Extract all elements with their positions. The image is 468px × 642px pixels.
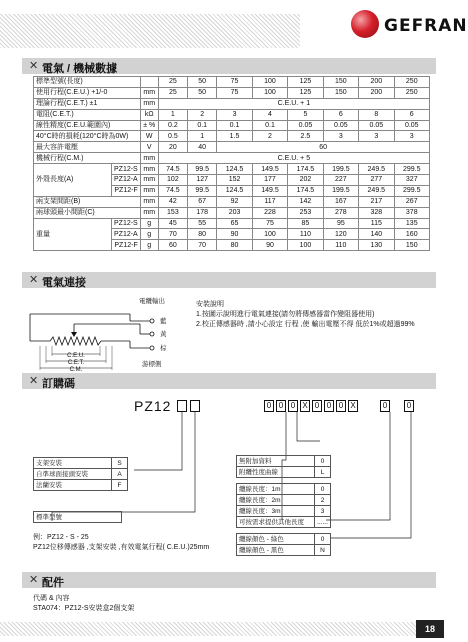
spec-unit: g	[140, 240, 158, 251]
spec-value: 2.5	[288, 131, 323, 142]
spec-value: 74.5	[158, 164, 187, 175]
spec-value: 124.5	[217, 185, 252, 196]
option-code: L	[315, 467, 331, 478]
option-label: 纜線長度：3m	[237, 506, 315, 517]
option-label: 纜線顏色 - 綠色	[237, 534, 315, 545]
option-row	[237, 484, 331, 495]
option-code: 0	[315, 484, 331, 495]
spec-value: 5	[288, 109, 323, 120]
spec-value: 328	[359, 207, 394, 218]
spec-value: 75	[217, 87, 252, 98]
option-code: F	[112, 480, 128, 491]
spec-value: 99.5	[188, 164, 217, 175]
spec-value: 0.5	[158, 131, 187, 142]
spec-value: 80	[217, 240, 252, 251]
spec-value: 140	[359, 229, 394, 240]
spec-value: 99.5	[188, 185, 217, 196]
spec-value: 217	[359, 196, 394, 207]
option-label: 纜線長度：2m	[237, 495, 315, 506]
option-code: 3	[315, 506, 331, 517]
spec-value: 6	[394, 109, 429, 120]
spec-value: 378	[394, 207, 429, 218]
spec-sub-model: PZ12-A	[112, 229, 141, 240]
dim-ceu-label: C.E.U.	[67, 353, 85, 359]
spec-value: 124.5	[217, 164, 252, 175]
dim-cet-label: C.E.T.	[67, 360, 85, 366]
order-code-box: 0	[288, 400, 298, 412]
spec-label: 電阻(C.E.T.)	[34, 109, 141, 120]
spec-value: 249.5	[359, 164, 394, 175]
spec-value: 45	[158, 218, 187, 229]
option-row	[34, 469, 128, 480]
spec-label: 機械行程(C.M.)	[34, 153, 141, 164]
option-row	[237, 517, 331, 528]
install-notes-title: 安裝說明	[196, 301, 224, 308]
spec-unit: ± %	[140, 120, 158, 131]
spec-value: 55	[188, 218, 217, 229]
spec-value: 60	[158, 240, 187, 251]
option-row	[237, 534, 331, 545]
spec-value: 227	[323, 175, 358, 186]
spec-value: 142	[288, 196, 323, 207]
spec-value: 50	[188, 87, 217, 98]
order-code-box: 0	[336, 400, 346, 412]
wire-color-blue: 藍	[160, 317, 167, 325]
spec-value: 115	[359, 218, 394, 229]
spec-value: 0.05	[359, 120, 394, 131]
mount-options-table	[33, 457, 128, 491]
accessories-text	[33, 594, 134, 614]
spec-value: 249.5	[359, 185, 394, 196]
spec-label: 兩球頭最小間距(C)	[34, 207, 141, 218]
section-title-accessories: 配件	[42, 577, 64, 589]
spec-value: 199.5	[323, 185, 358, 196]
spec-value: 75	[252, 218, 287, 229]
spec-value: 4	[252, 109, 287, 120]
spec-value: 110	[323, 240, 358, 251]
spec-value: 0.05	[323, 120, 358, 131]
spec-value: 299.5	[394, 164, 429, 175]
spec-value: 135	[394, 218, 429, 229]
order-code-box: 0	[404, 400, 414, 412]
spec-value: 267	[394, 196, 429, 207]
cable-options-table	[236, 455, 331, 478]
spec-value: 199.5	[323, 164, 358, 175]
cable-output-label: 電纜輸出	[139, 297, 165, 305]
spec-label: 40°C時的損耗(120°C時為0W)	[34, 131, 141, 142]
spec-value: 90	[252, 240, 287, 251]
spec-value: 67	[188, 196, 217, 207]
spec-value: 327	[394, 175, 429, 186]
spec-unit: g	[140, 229, 158, 240]
spec-unit: mm	[140, 196, 158, 207]
spec-value: 40	[188, 142, 217, 153]
spec-value: 177	[252, 175, 287, 186]
spec-value: 2	[188, 109, 217, 120]
spec-value: 70	[188, 240, 217, 251]
brand-name: GEFRAN	[384, 16, 468, 36]
spec-value: 3	[359, 131, 394, 142]
section-x-icon: ✕	[29, 375, 39, 387]
spec-value: 0.05	[288, 120, 323, 131]
spec-value: 100	[252, 229, 287, 240]
option-row	[237, 456, 331, 467]
spec-value: 25	[158, 77, 187, 88]
spec-value: 200	[359, 87, 394, 98]
model-label-table	[33, 511, 122, 523]
spec-unit: mm	[140, 207, 158, 218]
option-code: N	[315, 545, 331, 556]
spec-label: 兩支架間距(B)	[34, 196, 141, 207]
option-row	[237, 467, 331, 478]
spec-unit: mm	[140, 164, 158, 175]
spec-unit: V	[140, 142, 158, 153]
wire-color-brown: 棕	[160, 344, 167, 352]
spec-value: 152	[217, 175, 252, 186]
spec-span-value: C.E.U. + 5	[158, 153, 429, 164]
order-code-box: X	[348, 400, 358, 412]
option-code: 2	[315, 495, 331, 506]
spec-value: 102	[158, 175, 187, 186]
spec-value: 250	[394, 87, 429, 98]
spec-value: 150	[323, 77, 358, 88]
spec-value: 65	[217, 218, 252, 229]
spec-value: 42	[158, 196, 187, 207]
option-code: A	[112, 469, 128, 480]
spec-unit: mm	[140, 87, 158, 98]
spec-value: 150	[394, 240, 429, 251]
spec-value: 125	[288, 87, 323, 98]
spec-value: 90	[217, 229, 252, 240]
spec-unit: mm	[140, 98, 158, 109]
spec-value: 130	[359, 240, 394, 251]
spec-span-value: C.E.U. + 1	[158, 98, 429, 109]
spec-value: 149.5	[252, 164, 287, 175]
spec-value: 75	[217, 77, 252, 88]
spec-value: 20	[158, 142, 187, 153]
footer-stripes	[0, 622, 416, 636]
option-label: 附纜性度曲線	[237, 467, 315, 478]
install-note-1: 1.按圖示說明進行電氣連接(請勿將傳感器當作變阻器使用)	[196, 311, 375, 318]
accessories-line-2: STA074：PZ12-S安裝盒2個支架	[33, 605, 135, 612]
spec-label: 使用行程(C.E.U.) +1/-0	[34, 87, 141, 98]
spec-value: 85	[288, 218, 323, 229]
section-x-icon: ✕	[29, 60, 39, 72]
spec-value: 202	[288, 175, 323, 186]
dim-cm-label: C.M.	[69, 367, 83, 373]
order-code-box: X	[300, 400, 310, 412]
section-bar-accessories	[22, 572, 436, 588]
option-row	[237, 545, 331, 556]
spec-value: 277	[359, 175, 394, 186]
order-code-box: 0	[264, 400, 274, 412]
spec-value: 50	[188, 77, 217, 88]
spec-value: 250	[394, 77, 429, 88]
spec-sub-model: PZ12-S	[112, 218, 141, 229]
spec-value: 299.5	[394, 185, 429, 196]
order-model-name: PZ12	[134, 398, 172, 414]
spec-value: 174.5	[288, 164, 323, 175]
spec-value: 95	[323, 218, 358, 229]
spec-label: 外殼長度(A)	[34, 164, 112, 197]
spec-unit: W	[140, 131, 158, 142]
spec-value: 3	[217, 109, 252, 120]
option-row	[34, 480, 128, 491]
page-number: 18	[416, 620, 444, 638]
accessories-line-1: 代碼 & 內容	[33, 595, 70, 602]
spec-label: 重量	[34, 218, 112, 251]
wire-color-yellow: 黃	[160, 330, 167, 338]
option-row	[34, 458, 128, 469]
option-row	[237, 495, 331, 506]
order-code-box: 0	[324, 400, 334, 412]
spec-value: 100	[288, 240, 323, 251]
option-label: 無附加資料	[237, 456, 315, 467]
section-x-icon: ✕	[29, 274, 39, 286]
spec-value: 278	[323, 207, 358, 218]
spec-value: 1.5	[217, 131, 252, 142]
spec-value: 200	[359, 77, 394, 88]
option-label: 纜線長度：1m	[237, 484, 315, 495]
spec-sub-model: PZ12-F	[112, 185, 141, 196]
spec-unit: mm	[140, 175, 158, 186]
spec-value: 167	[323, 196, 358, 207]
cursor-side-label: 游標側	[142, 360, 162, 368]
spec-value: 174.5	[288, 185, 323, 196]
spec-value: 203	[217, 207, 252, 218]
section-title-wiring: 電氣連接	[42, 277, 86, 289]
spec-sub-model: PZ12-F	[112, 240, 141, 251]
spec-value: 3	[323, 131, 358, 142]
spec-label: 標準型號(長度)	[34, 77, 141, 88]
spec-value: 74.5	[158, 185, 187, 196]
spec-value: 150	[323, 87, 358, 98]
spec-value: 6	[323, 109, 358, 120]
option-label: 自準球面接頭安裝	[34, 469, 112, 480]
spec-value: 0.1	[252, 120, 287, 131]
spec-label: 最大容許電壓	[34, 142, 141, 153]
model-label: 標準型號	[34, 512, 122, 523]
order-code-box: 0	[276, 400, 286, 412]
spec-value: 0.1	[188, 120, 217, 131]
spec-unit: mm	[140, 185, 158, 196]
spec-value: 1	[158, 109, 187, 120]
spec-value: 0.1	[217, 120, 252, 131]
option-code: ......	[315, 517, 331, 528]
spec-value: 117	[252, 196, 287, 207]
spec-value: 149.5	[252, 185, 287, 196]
spec-value: 178	[188, 207, 217, 218]
section-x-icon: ✕	[29, 574, 39, 586]
spec-value: 228	[252, 207, 287, 218]
order-example-line-2: PZ12位移傳感器 ,支架安裝 ,有效電氣行程( C.E.U.)25mm	[33, 544, 210, 551]
length-options-table	[236, 483, 331, 528]
spec-value: 110	[288, 229, 323, 240]
option-label: 纜線顏色 - 黑色	[237, 545, 315, 556]
spec-label: 理論行程(C.E.T.) ±1	[34, 98, 141, 109]
spec-value: 0.2	[158, 120, 187, 131]
order-code-box: 0	[380, 400, 390, 412]
spec-value: 8	[359, 109, 394, 120]
spec-sub-model: PZ12-S	[112, 164, 141, 175]
spec-value: 80	[188, 229, 217, 240]
spec-value: 125	[288, 77, 323, 88]
option-row	[237, 506, 331, 517]
spec-value: 253	[288, 207, 323, 218]
option-label: 可按需求提供其他長度	[237, 517, 315, 528]
spec-value: 100	[252, 87, 287, 98]
option-label: 支架安裝	[34, 458, 112, 469]
spec-value: 100	[252, 77, 287, 88]
spec-value: 0.05	[394, 120, 429, 131]
spec-value: 1	[188, 131, 217, 142]
spec-unit: kΩ	[140, 109, 158, 120]
spec-value: 92	[217, 196, 252, 207]
install-note-2: 2.校正傳感器時 ,請小心設定 行程 ,使 輸出電壓不得 低於1%或超過99%	[196, 321, 415, 328]
option-code: 0	[315, 456, 331, 467]
section-title-electrical: 電氣 / 機械數據	[42, 63, 118, 75]
section-title-order: 訂購碼	[42, 378, 75, 390]
spec-value: 120	[323, 229, 358, 240]
option-code: 0	[315, 534, 331, 545]
spec-label: 線性精度(C.E.U.範圍內)	[34, 120, 141, 131]
spec-value: 153	[158, 207, 187, 218]
spec-sub-model: PZ12-A	[112, 175, 141, 186]
spec-value: 25	[158, 87, 187, 98]
spec-unit: g	[140, 218, 158, 229]
order-example	[33, 533, 209, 553]
spec-value: 2	[252, 131, 287, 142]
spec-value: 3	[394, 131, 429, 142]
color-options-table	[236, 533, 331, 556]
order-example-line-1: 例：PZ12 - S - 25	[33, 534, 89, 541]
option-label: 法蘭安裝	[34, 480, 112, 491]
spec-value: 70	[158, 229, 187, 240]
order-code-box: 0	[312, 400, 322, 412]
spec-value: 160	[394, 229, 429, 240]
spec-unit: mm	[140, 153, 158, 164]
spec-span-value: 60	[217, 142, 430, 153]
spec-value: 127	[188, 175, 217, 186]
option-code: S	[112, 458, 128, 469]
